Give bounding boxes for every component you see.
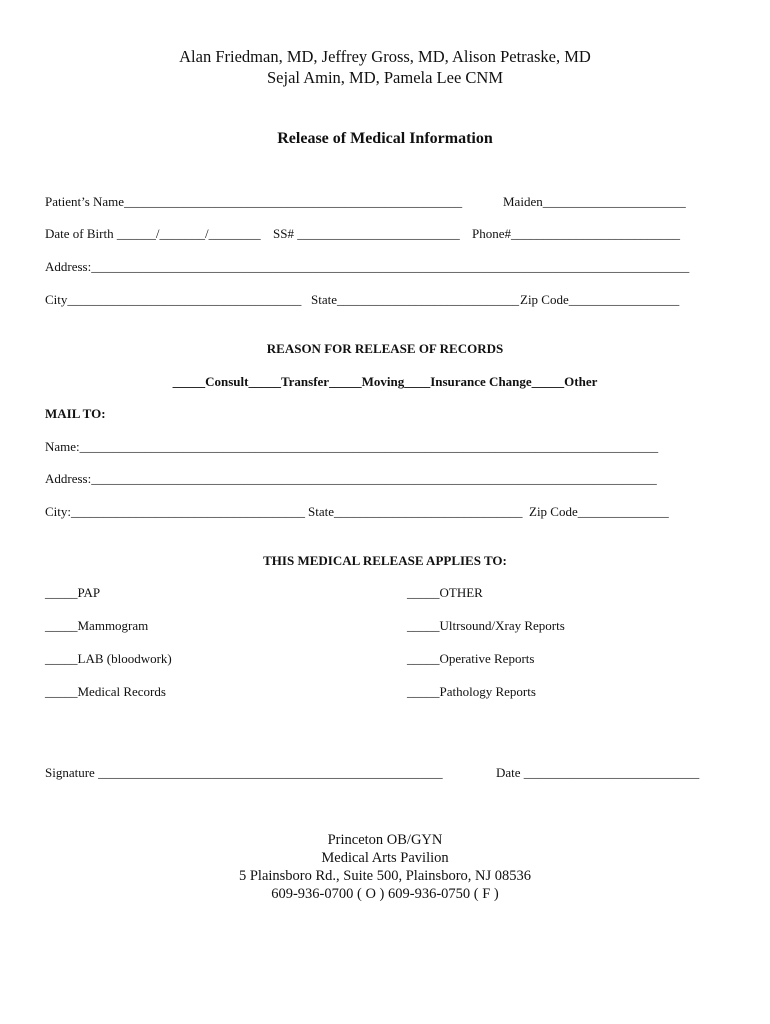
applies-mammogram-option[interactable]: _____Mammogram	[45, 618, 149, 633]
mail-to-name-field[interactable]: Name:_________________________________________________________________________________________	[45, 439, 659, 454]
signature-date-field[interactable]: Date ___________________________	[496, 765, 700, 780]
reason-options[interactable]: _____Consult_____Transfer_____Moving____Insurance Change_____Other	[172, 374, 598, 389]
footer-building: Medical Arts Pavilion	[321, 850, 449, 866]
practice-physicians-line-1: Alan Friedman, MD, Jeffrey Gross, MD, Alison Petraske, MD	[179, 47, 591, 66]
maiden-name-field[interactable]: Maiden______________________	[503, 194, 686, 209]
applies-lab-option[interactable]: _____LAB (bloodwork)	[45, 651, 172, 666]
signature-field[interactable]: Signature _____________________________________________________	[45, 765, 443, 780]
patient-name-field[interactable]: Patient’s Name____________________________________________________	[45, 194, 463, 209]
applies-operative-reports-option[interactable]: _____Operative Reports	[407, 651, 535, 666]
mail-to-zip-field[interactable]: Zip Code______________	[529, 504, 669, 519]
footer-phone-fax: 609-936-0700 ( O ) 609-936-0750 ( F )	[271, 886, 499, 902]
footer-practice-name: Princeton OB/GYN	[327, 832, 443, 848]
applies-to-heading: THIS MEDICAL RELEASE APPLIES TO:	[263, 553, 507, 568]
applies-medical-records-option[interactable]: _____Medical Records	[45, 684, 166, 699]
applies-pathology-reports-option[interactable]: _____Pathology Reports	[407, 684, 536, 699]
patient-address-field[interactable]: Address:____________________________________________________________________________________________	[45, 259, 690, 274]
patient-state-field[interactable]: State____________________________	[311, 292, 519, 307]
date-of-birth-field[interactable]: Date of Birth ______/_______/________	[45, 226, 261, 241]
footer-address: 5 Plainsboro Rd., Suite 500, Plainsboro, NJ 08536	[238, 868, 532, 884]
mail-to-heading: MAIL TO:	[45, 406, 106, 421]
patient-city-field[interactable]: City____________________________________	[45, 292, 302, 307]
mail-to-city-field[interactable]: City:____________________________________	[45, 504, 306, 519]
mail-to-address-field[interactable]: Address:_______________________________________________________________________________________	[45, 471, 657, 486]
mail-to-state-field[interactable]: State_____________________________	[308, 504, 523, 519]
phone-field[interactable]: Phone#__________________________	[472, 226, 680, 241]
ssn-field[interactable]: SS# _________________________	[273, 226, 460, 241]
applies-ultrasound-xray-option[interactable]: _____Ultrsound/Xray Reports	[407, 618, 565, 633]
applies-other-option[interactable]: _____OTHER	[407, 585, 483, 600]
practice-physicians-line-2: Sejal Amin, MD, Pamela Lee CNM	[266, 68, 503, 87]
applies-pap-option[interactable]: _____PAP	[45, 585, 101, 600]
patient-zip-field[interactable]: Zip Code_________________	[520, 292, 680, 307]
form-title: Release of Medical Information	[277, 130, 493, 147]
reason-heading: REASON FOR RELEASE OF RECORDS	[266, 341, 504, 356]
